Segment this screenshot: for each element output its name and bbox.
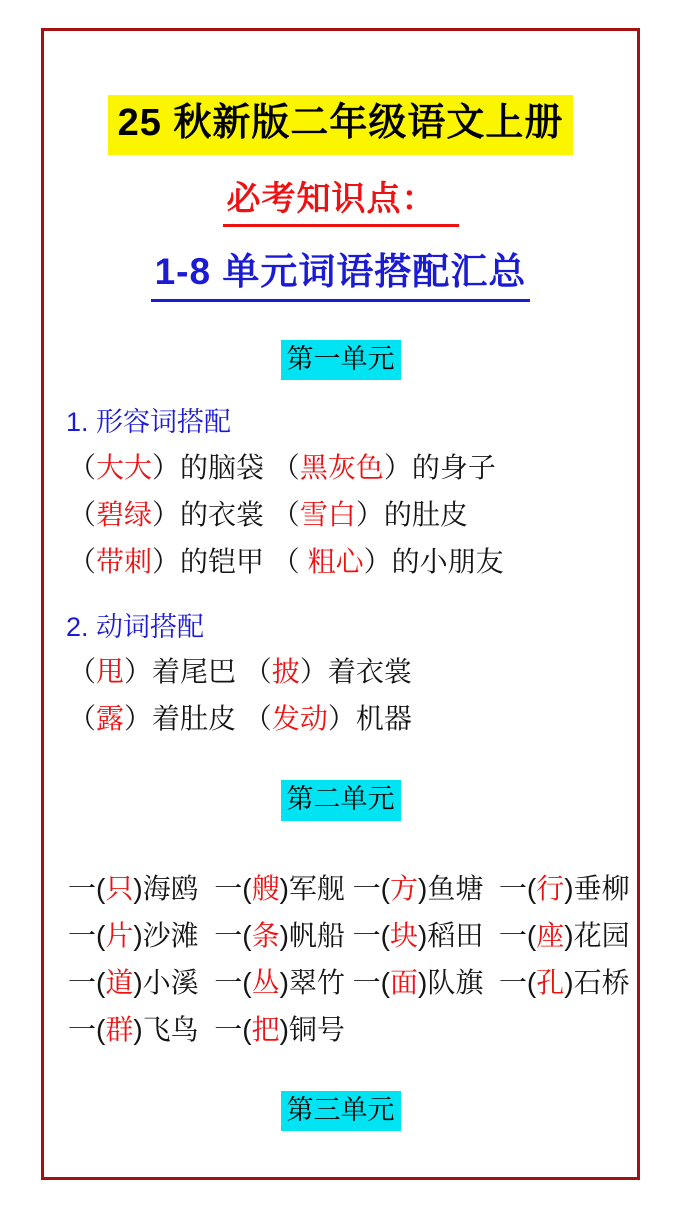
unit-header-highlight: 第一单元 bbox=[281, 340, 401, 380]
text-run: )垂柳 bbox=[564, 872, 630, 904]
text-run: 一( bbox=[68, 919, 106, 951]
text-run: ）的衣裳 （ bbox=[152, 498, 300, 530]
text-run: （ bbox=[68, 451, 97, 483]
units-root bbox=[44, 340, 637, 1132]
text-run: 孔 bbox=[536, 966, 565, 998]
text-run: （ bbox=[68, 656, 97, 688]
text-run: 座 bbox=[536, 919, 565, 951]
unit-header-row bbox=[44, 780, 637, 820]
text-run: 带刺 bbox=[96, 545, 153, 577]
text-run: ）着肚皮 （ bbox=[124, 703, 272, 735]
unit-header-highlight: 第三单元 bbox=[281, 1091, 401, 1131]
unit-header-row bbox=[44, 1091, 637, 1131]
text-run: )翠竹 一( bbox=[279, 966, 391, 998]
unit-section bbox=[44, 780, 637, 1052]
text-line bbox=[68, 648, 637, 695]
unit-header-highlight: 第二单元 bbox=[281, 780, 401, 820]
text-run: 一( bbox=[68, 1013, 106, 1045]
page-frame bbox=[41, 28, 640, 1180]
text-run: 片 bbox=[105, 919, 134, 951]
text-run: 一( bbox=[68, 872, 106, 904]
text-run: 把 bbox=[251, 1013, 280, 1045]
text-run: 条 bbox=[251, 919, 280, 951]
text-line bbox=[68, 959, 637, 1006]
text-run: ）机器 bbox=[327, 703, 412, 735]
unit-blocks bbox=[44, 865, 637, 1053]
text-line bbox=[68, 912, 637, 959]
text-run: 披 bbox=[271, 656, 300, 688]
text-run: ）的身子 bbox=[383, 451, 496, 483]
unit-blocks bbox=[44, 406, 637, 743]
text-run: )鱼塘 一( bbox=[418, 872, 537, 904]
text-run: 丛 bbox=[251, 966, 280, 998]
text-run: 面 bbox=[390, 966, 419, 998]
text-line bbox=[68, 444, 637, 491]
unit-section bbox=[44, 1091, 637, 1131]
text-run: ）的肚皮 bbox=[355, 498, 468, 530]
text-run: 艘 bbox=[251, 872, 280, 904]
text-run: 方 bbox=[390, 872, 419, 904]
text-run: ）着尾巴 （ bbox=[124, 656, 272, 688]
text-run: )军舰 一( bbox=[279, 872, 391, 904]
text-run: )小溪 一( bbox=[133, 966, 252, 998]
text-line bbox=[68, 695, 637, 742]
text-run: ）的铠甲 （ bbox=[152, 545, 308, 577]
subtitle-blue-row bbox=[44, 241, 637, 302]
unit-section bbox=[44, 340, 637, 743]
text-line bbox=[68, 1006, 637, 1053]
text-line bbox=[68, 538, 637, 585]
text-run: 行 bbox=[536, 872, 565, 904]
text-run: )海鸥 一( bbox=[133, 872, 252, 904]
text-run: 块 bbox=[390, 919, 419, 951]
text-run: （ bbox=[68, 703, 97, 735]
text-run: 粗心 bbox=[307, 545, 364, 577]
text-run: 道 bbox=[105, 966, 134, 998]
text-run: )队旗 一( bbox=[418, 966, 537, 998]
text-run: （ bbox=[68, 545, 97, 577]
text-run: 发动 bbox=[271, 703, 328, 735]
text-run: 露 bbox=[96, 703, 125, 735]
text-line bbox=[68, 491, 637, 538]
text-run: )石桥 bbox=[564, 966, 630, 998]
text-run: 只 bbox=[105, 872, 134, 904]
text-run: )飞鸟 一( bbox=[133, 1013, 252, 1045]
text-run: 碧绿 bbox=[96, 498, 153, 530]
subtitle-blue: 1-8 单元词语搭配汇总 bbox=[151, 241, 531, 302]
unit-header-row bbox=[44, 340, 637, 380]
title-row bbox=[44, 95, 637, 155]
text-run: ）的小朋友 bbox=[363, 545, 504, 577]
text-run: 群 bbox=[105, 1013, 134, 1045]
text-run: 甩 bbox=[96, 656, 125, 688]
text-run: )花园 bbox=[564, 919, 630, 951]
text-run: 黑灰色 bbox=[299, 451, 384, 483]
text-run: ）的脑袋 （ bbox=[152, 451, 300, 483]
text-run: ）着衣裳 bbox=[299, 656, 412, 688]
section-label: 2. 动词搭配 bbox=[66, 611, 205, 642]
text-run: （ bbox=[68, 498, 97, 530]
text-run: )沙滩 一( bbox=[133, 919, 252, 951]
text-run: 大大 bbox=[96, 451, 153, 483]
section-label: 1. 形容词搭配 bbox=[66, 406, 232, 437]
text-run: 雪白 bbox=[299, 498, 356, 530]
subtitle-red-row bbox=[44, 171, 637, 227]
text-run: )帆船 一( bbox=[279, 919, 391, 951]
text-line bbox=[68, 865, 637, 912]
text-run: )铜号 bbox=[279, 1013, 345, 1045]
page-title: 25 秋新版二年级语文上册 bbox=[108, 95, 574, 155]
text-run: )稻田 一( bbox=[418, 919, 537, 951]
subtitle-red: 必考知识点： bbox=[223, 171, 459, 227]
text-run: 一( bbox=[68, 966, 106, 998]
